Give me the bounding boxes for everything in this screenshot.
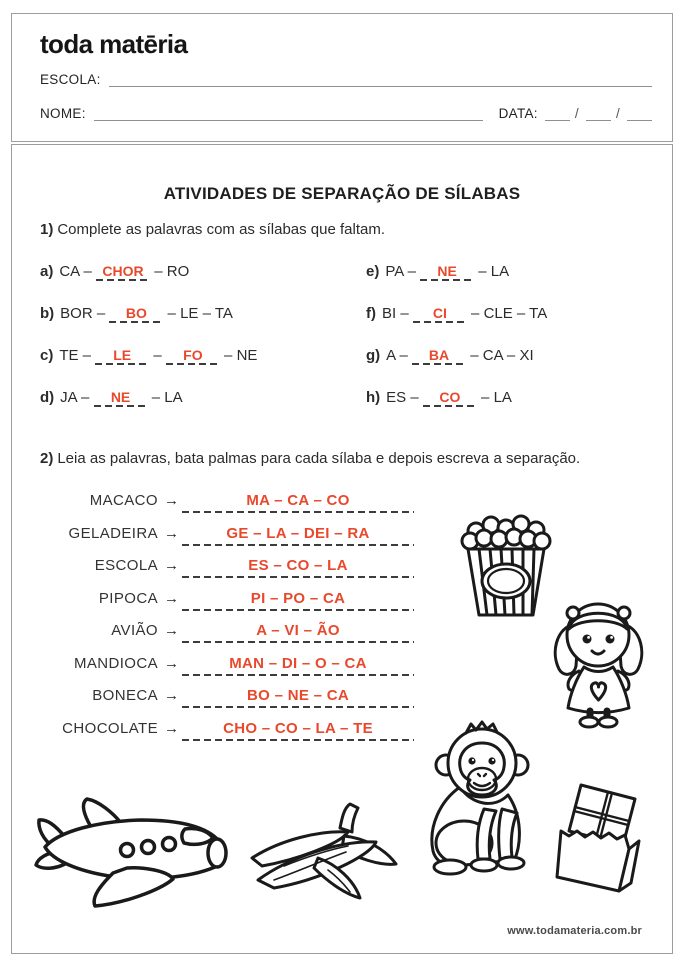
worksheet-box <box>11 144 673 954</box>
syllable-text: LA <box>164 389 183 406</box>
exercise2-number: 2) <box>40 450 54 467</box>
syllable-text: LA <box>493 389 512 406</box>
item-letter: c) <box>40 347 54 364</box>
syllable-text: NE <box>236 347 258 364</box>
item-letter: g) <box>366 347 381 364</box>
chocolate-illustration <box>551 779 643 897</box>
syllable-separator: – <box>512 305 530 322</box>
exercise2-row <box>40 525 414 546</box>
exercise1-item <box>40 258 366 286</box>
syllable-separator: – <box>502 347 520 364</box>
item-letter: e) <box>366 263 380 280</box>
syllable-text: TE <box>59 347 79 364</box>
syllable-text: BI <box>382 305 397 322</box>
date-day-line[interactable] <box>545 106 570 121</box>
date-separator: / <box>574 106 579 121</box>
syllable-separator: – <box>474 263 491 280</box>
syllable-separator: – <box>466 305 484 322</box>
arrow-icon: → <box>164 719 179 737</box>
doll-illustration <box>546 581 651 729</box>
school-row <box>40 72 652 87</box>
exercise2-row <box>40 492 414 513</box>
word-label: ESCOLA <box>94 557 158 574</box>
syllable-separator: – <box>406 389 423 406</box>
answer-blank[interactable]: CO <box>423 390 477 407</box>
exercise2-row <box>40 687 414 708</box>
worksheet-title: ATIVIDADES DE SEPARAÇÃO DE SÍLABAS <box>163 184 521 203</box>
answer-blank[interactable]: NE <box>420 264 474 281</box>
exercise1-column-left <box>40 258 366 426</box>
exercise2-instruction <box>40 450 650 467</box>
item-letter: f) <box>366 305 376 322</box>
syllable-separator: – <box>78 347 96 364</box>
name-label: NOME: <box>40 106 86 121</box>
word-label: MACACO <box>89 492 158 509</box>
exercise2-row <box>40 720 414 741</box>
word-label: PIPOCA <box>98 589 158 607</box>
answer-blank[interactable]: BA <box>412 348 466 365</box>
toda-materia-logo: toda matēria <box>40 29 188 59</box>
arrow-icon: → <box>164 492 179 509</box>
syllable-separator: – <box>92 305 110 322</box>
syllable-separator: – <box>466 347 483 364</box>
answer-line[interactable]: A – VI – ÃO <box>182 622 414 643</box>
syllable-text: RO <box>166 263 190 280</box>
arrow-icon: → <box>164 622 179 639</box>
syllable-separator: – <box>198 305 215 322</box>
exercise2-row <box>40 655 414 676</box>
word-label: BONECA <box>92 687 158 704</box>
exercise2-row <box>40 622 414 643</box>
monkey-illustration <box>414 713 549 881</box>
exercise1-item <box>40 342 366 370</box>
syllable-text: LE <box>180 305 199 322</box>
arrow-icon: → <box>164 589 179 607</box>
syllable-separator: – <box>76 389 94 406</box>
answer-blank[interactable]: FO <box>166 348 220 365</box>
word-label: GELADEIRA <box>68 524 158 542</box>
syllable-text: CLE <box>483 305 513 322</box>
syllable-text: TA <box>529 305 548 322</box>
syllable-text: CA <box>482 347 503 364</box>
exercise2-list <box>40 492 414 752</box>
answer-line[interactable]: ES – CO – LA <box>182 557 414 578</box>
date-separator: / <box>615 106 620 121</box>
syllable-separator: – <box>149 347 166 364</box>
exercise1-column-right <box>366 258 547 426</box>
school-input-line[interactable] <box>109 72 652 87</box>
answer-blank[interactable]: CHOR <box>96 264 150 281</box>
syllable-text: XI <box>519 347 534 364</box>
answer-blank[interactable]: LE <box>95 348 149 365</box>
exercise1-instruction <box>40 221 650 238</box>
syllable-separator: – <box>79 263 97 280</box>
answer-blank[interactable]: CI <box>413 306 467 323</box>
item-letter: b) <box>40 305 55 322</box>
airplane-illustration <box>29 787 239 915</box>
syllable-separator: – <box>395 347 413 364</box>
exercise1-item <box>40 384 366 412</box>
word-label: AVIÃO <box>111 622 158 639</box>
answer-line[interactable]: MA – CA – CO <box>182 492 414 513</box>
answer-blank[interactable]: BO <box>109 306 163 323</box>
item-letter: a) <box>40 263 54 280</box>
syllable-separator: – <box>219 347 237 364</box>
date-month-line[interactable] <box>586 106 611 121</box>
school-label: ESCOLA: <box>40 72 101 87</box>
word-label: MANDIOCA <box>73 654 158 672</box>
exercise1-item <box>366 300 547 328</box>
exercise1-item <box>366 342 547 370</box>
syllable-separator: – <box>150 263 167 280</box>
header-box <box>11 13 673 142</box>
site-url: www.todamateria.com.br <box>507 925 642 937</box>
syllable-separator: – <box>147 389 165 406</box>
syllable-text: BOR <box>60 305 93 322</box>
exercise1-number: 1) <box>40 221 54 238</box>
exercise1-items <box>40 258 664 426</box>
syllable-text: CA <box>59 263 80 280</box>
popcorn-illustration <box>456 511 556 619</box>
syllable-text: PA <box>385 263 404 280</box>
exercise1-instruction-text: Complete as palavras com as sílabas que faltam. <box>57 221 385 238</box>
exercise1-item <box>366 384 547 412</box>
syllable-text: A <box>386 347 396 364</box>
answer-line[interactable]: CHO – CO – LA – TE <box>182 720 414 741</box>
exercise1-item <box>40 300 366 328</box>
arrow-icon: → <box>164 524 179 542</box>
word-label: CHOCOLATE <box>62 719 158 737</box>
exercise1-item <box>366 258 547 286</box>
answer-line[interactable]: GE – LA – DEI – RA <box>182 525 414 546</box>
exercise2-row <box>40 557 414 578</box>
arrow-icon: → <box>164 687 179 704</box>
arrow-icon: → <box>164 557 179 574</box>
date-label: DATA: <box>498 106 538 121</box>
answer-line[interactable]: PI – PO – CA <box>182 590 414 611</box>
item-letter: h) <box>366 389 381 406</box>
arrow-icon: → <box>164 654 179 672</box>
syllable-separator: – <box>396 305 413 322</box>
name-date-row <box>40 106 652 121</box>
syllable-text: TA <box>214 305 233 322</box>
syllable-separator: – <box>163 305 181 322</box>
answer-line[interactable]: MAN – DI – O – CA <box>182 655 414 676</box>
syllable-separator: – <box>476 389 494 406</box>
exercise2-row <box>40 590 414 611</box>
item-letter: d) <box>40 389 55 406</box>
date-year-line[interactable] <box>627 106 652 121</box>
syllable-text: JA <box>60 389 77 406</box>
answer-blank[interactable]: NE <box>94 390 148 407</box>
name-input-line[interactable] <box>94 106 483 121</box>
answer-line[interactable]: BO – NE – CA <box>182 687 414 708</box>
syllable-text: ES <box>386 389 407 406</box>
syllable-separator: – <box>403 263 421 280</box>
exercise2-instruction-text: Leia as palavras, bata palmas para cada sílaba e depois escreva a separação. <box>57 450 581 467</box>
syllable-text: LA <box>490 263 510 280</box>
cassava-illustration <box>244 796 404 906</box>
